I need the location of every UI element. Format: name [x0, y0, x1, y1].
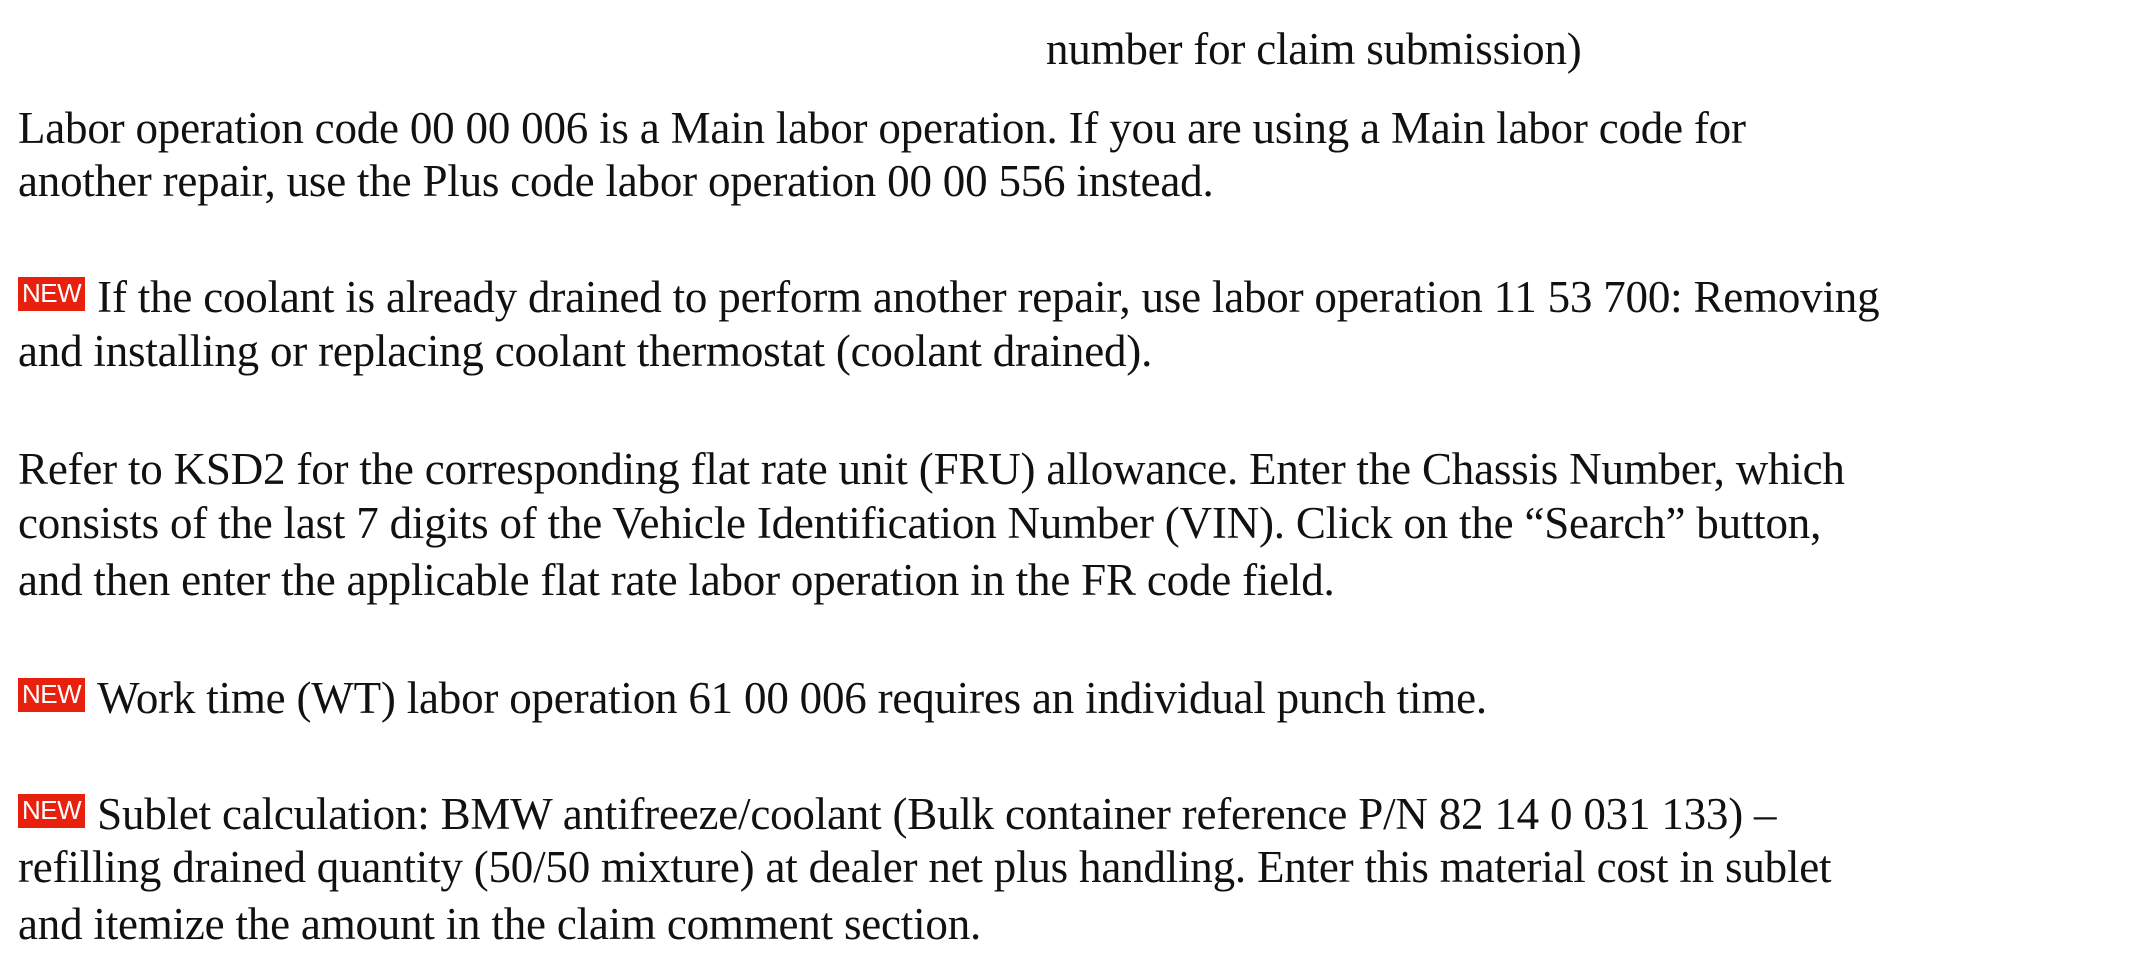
paragraph-line: and installing or replacing coolant thermostat (coolant drained).	[18, 326, 1153, 376]
paragraph-line: another repair, use the Plus code labor operation 00 00 556 instead.	[18, 156, 1214, 206]
paragraph-line: Labor operation code 00 00 006 is a Main labor operation. If you are using a Main labor code for	[18, 103, 1746, 153]
paragraph-line: If the coolant is already drained to perform another repair, use labor operation 11 53 700: Removing	[97, 272, 1880, 322]
paragraph-line: consists of the last 7 digits of the Vehicle Identification Number (VIN). Click on the “Search” button,	[18, 498, 1822, 548]
header-fragment: number for claim submission)	[1046, 24, 1582, 74]
paragraph-line: and then enter the applicable flat rate labor operation in the FR code field.	[18, 555, 1335, 605]
paragraph-line: Sublet calculation: BMW antifreeze/coolant (Bulk container reference P/N 82 14 0 031 133) –	[97, 789, 1777, 839]
paragraph-line: and itemize the amount in the claim comment section.	[18, 899, 982, 949]
paragraph-line: Work time (WT) labor operation 61 00 006 requires an individual punch time.	[97, 673, 1487, 723]
new-badge: NEW	[18, 678, 85, 712]
paragraph-line: refilling drained quantity (50/50 mixture) at dealer net plus handling. Enter this material cost in sublet	[18, 842, 1832, 892]
new-badge: NEW	[18, 794, 85, 828]
new-badge: NEW	[18, 277, 85, 311]
paragraph-line: Refer to KSD2 for the corresponding flat rate unit (FRU) allowance. Enter the Chassis Number, which	[18, 444, 1845, 494]
